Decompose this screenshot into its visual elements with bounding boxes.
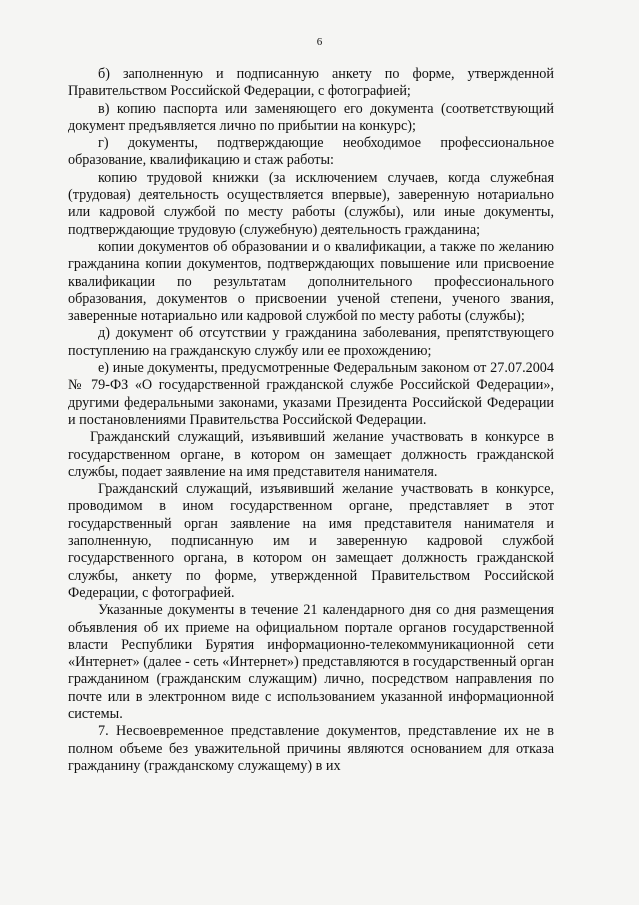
paragraph-item-e: е) иные документы, предусмотренные Федеральным законом от 27.07.2004 № 79-ФЗ «О государственной гражданской службе Российской Федерации», другими федеральными законами, указами Президента Российской Федерации и постановлениями Правительства Российской Федерации. (68, 360, 554, 428)
paragraph-civil-servant-other-body: Гражданский служащий, изъявивший желание участвовать в конкурсе, проводимом в ином государственном органе, представляет в этот государственный орган заявление на имя представителя нанимателя и заполненную, подписанную им и заверенную кадровой службой государственного органа, в котором он замещает должность гражданской службы, анкету по форме, утвержденной Правительством Российской Федерации, с фотографией. (68, 481, 554, 601)
paragraph-item-b: б) заполненную и подписанную анкету по форме, утвержденной Правительством Российской Федерации, с фотографией; (68, 66, 554, 100)
paragraph-work-book: копию трудовой книжки (за исключением случаев, когда служебная (трудовая) деятельность осуществляется впервые), заверенную нотариально или кадровой службой по месту работы (службы), или иные документы, подтверждающие трудовую (служебную) деятельность гражданина; (68, 169, 554, 238)
paragraph-item-d: д) документ об отсутствии у гражданина заболевания, препятствующего поступлению на гражданскую службу или ее прохождению; (68, 325, 554, 359)
paragraph-item-g: г) документы, подтверждающие необходимое профессиональное образование, квалификацию и стаж работы: (68, 135, 554, 169)
paragraph-item-v: в) копию паспорта или заменяющего его документа (соответствующий документ предъявляется лично по прибытии на конкурс); (68, 100, 554, 134)
document-body (68, 66, 554, 775)
paragraph-education-docs: копии документов об образовании и о квалификации, а также по желанию гражданина копии документов, подтверждающих повышение или присвоение квалификации по результатам дополнительного профессионального образования, документов о присвоении ученой степени, ученого звания, заверенные нотариально или кадровой службой по месту работы (службы); (68, 238, 554, 325)
page-number: 6 (316, 36, 323, 48)
paragraph-civil-servant-same-body: Гражданский служащий, изъявивший желание участвовать в конкурсе в государственном органе, в котором он замещает должность гражданской службы, подает заявление на имя представителя нанимателя. (68, 429, 554, 480)
paragraph-submission-deadline: Указанные документы в течение 21 календарного дня со дня размещения объявления об их приеме на официальном портале органов государственной власти Республики Бурятия информационно-телекоммуникационной сети «Интернет» (далее - сеть «Интернет») представляются в государственный орган гражданином (гражданским служащим) лично, посредством направления по почте или в электронном виде с использованием указанной информационной системы. (68, 602, 554, 722)
paragraph-item-7: 7. Несвоевременное представление документов, представление их не в полном объеме без уважительной причины являются основанием для отказа гражданину (гражданскому служащему) в их (68, 723, 554, 774)
